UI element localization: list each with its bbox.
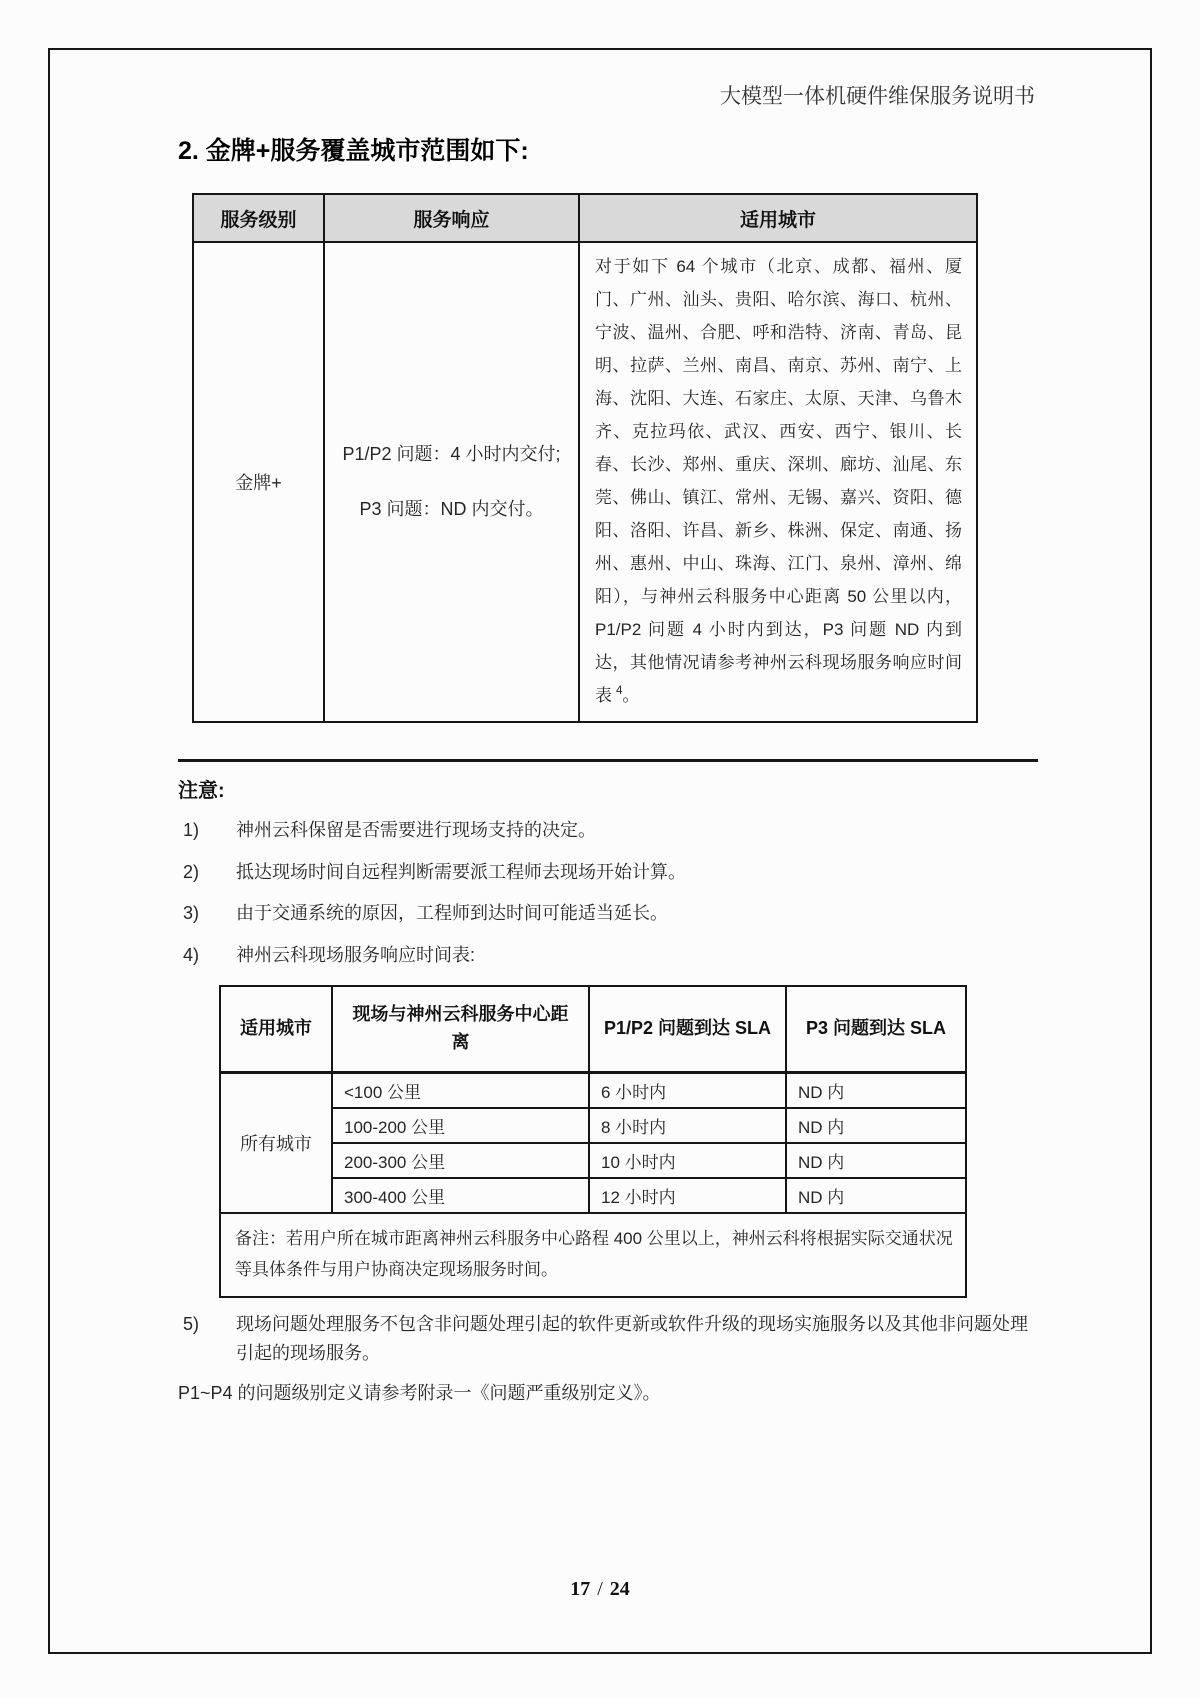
document-header xyxy=(0,80,1035,110)
table-row xyxy=(220,1072,966,1108)
note-item-4 xyxy=(178,941,1038,971)
p3-sla-cell: ND 内 xyxy=(786,1178,966,1213)
col-header-service-level: 服务级别 xyxy=(193,194,324,242)
closing-statement: P1~P4 的问题级别定义请参考附录一《问题严重级别定义》。 xyxy=(178,1383,661,1404)
table-row xyxy=(220,1178,966,1213)
note-number: 4) xyxy=(183,945,200,966)
header-title: 大模型一体机硬件维保服务说明书 xyxy=(720,84,1035,108)
page-number-separator: / xyxy=(597,1578,603,1600)
note-text: 神州云科保留是否需要进行现场支持的决定。 xyxy=(236,820,596,840)
note-number: 5) xyxy=(183,1313,200,1334)
note-text: 现场问题处理服务不包含非问题处理引起的软件更新或软件升级的现场实施服务以及其他非问题处理引起的现场服务。 xyxy=(236,1313,1028,1364)
note-number: 3) xyxy=(183,903,200,924)
note-number: 2) xyxy=(183,861,200,882)
note-item-5 xyxy=(178,1310,1038,1369)
distance-cell: 200-300 公里 xyxy=(332,1143,589,1178)
col-header-p1p2-sla: P1/P2 问题到达 SLA xyxy=(589,986,786,1073)
p3-sla-cell: ND 内 xyxy=(786,1108,966,1143)
table-note-cell: 备注：若用户所在城市距离神州云科服务中心路程 400 公里以上，神州云科将根据实际交通状况等具体条件与用户协商决定现场服务时间。 xyxy=(220,1213,966,1297)
service-response-cell xyxy=(324,242,579,722)
col-header-city: 适用城市 xyxy=(220,986,332,1073)
cities-text: 对于如下 64 个城市（北京、成都、福州、厦门、广州、汕头、贵阳、哈尔滨、海口、杭州、宁波、温州、合肥、呼和浩特、济南、青岛、昆明、拉萨、兰州、南昌、南京、苏州、南宁、上海、沈阳、大连、石家庄、太原、天津、乌鲁木齐、克拉玛依、武汉、西安、西宁、银川、长春、长沙、郑州、重庆、深圳、廊坊、汕尾、东莞、佛山、镇江、常州、无锡、嘉兴、资阳、德阳、洛阳、许昌、新乡、株洲、保定、南通、扬州、惠州、中山、珠海、江门、泉州、漳州、绵阳），与神州云科服务中心距离 50 公里以内，P1/P2 问题 4 小时内到达，P3 问题 ND 内到达，其他情况请参考神州云科现场服务响应时间表 xyxy=(595,257,962,705)
footnote-marker: 4 xyxy=(616,685,623,698)
service-level-cell: 金牌+ xyxy=(193,242,324,722)
notes-label: 注意: xyxy=(178,780,225,802)
p1p2-sla-cell: 8 小时内 xyxy=(589,1108,786,1143)
response-time-table xyxy=(219,985,967,1298)
note-text: 抵达现场时间自远程判断需要派工程师去现场开始计算。 xyxy=(236,861,686,882)
page-content xyxy=(178,136,1038,1409)
distance-cell: <100 公里 xyxy=(332,1072,589,1108)
col-header-service-response: 服务响应 xyxy=(324,194,579,242)
col-header-p3-sla: P3 问题到达 SLA xyxy=(786,986,966,1073)
note-item-2 xyxy=(178,858,1038,888)
distance-cell: 100-200 公里 xyxy=(332,1108,589,1143)
distance-cell: 300-400 公里 xyxy=(332,1178,589,1213)
section-heading: 2. 金牌+服务覆盖城市范围如下: xyxy=(178,137,529,165)
p3-sla-cell: ND 内 xyxy=(786,1072,966,1108)
note-text: 神州云科现场服务响应时间表: xyxy=(236,945,475,966)
response-p3-text: P3 问题：ND 内交付。 xyxy=(359,499,544,519)
note-number: 1) xyxy=(183,820,200,840)
cities-text-tail: 。 xyxy=(622,686,640,705)
section-divider xyxy=(178,759,1038,762)
note-text: 由于交通系统的原因，工程师到达时间可能适当延长。 xyxy=(236,903,668,924)
page-number: 17 xyxy=(570,1578,591,1600)
note-item-1 xyxy=(178,816,1038,846)
service-table-header-row xyxy=(193,194,977,242)
p1p2-sla-cell: 12 小时内 xyxy=(589,1178,786,1213)
service-coverage-table xyxy=(192,193,978,723)
table-row xyxy=(220,1143,966,1178)
applicable-cities-cell xyxy=(579,242,977,722)
p3-sla-cell: ND 内 xyxy=(786,1143,966,1178)
note-item-3 xyxy=(178,899,1038,929)
col-header-applicable-cities: 适用城市 xyxy=(579,194,977,242)
table-row xyxy=(220,1108,966,1143)
page-total: 24 xyxy=(609,1578,630,1600)
table-note-row xyxy=(220,1213,966,1297)
page-footer xyxy=(0,1578,1200,1601)
response-table-header-row xyxy=(220,986,966,1073)
p1p2-sla-cell: 6 小时内 xyxy=(589,1072,786,1108)
col-header-distance: 现场与神州云科服务中心距离 xyxy=(332,986,589,1073)
response-p1p2-text: P1/P2 问题：4 小时内交付; xyxy=(342,443,561,464)
service-table-row xyxy=(193,242,977,722)
p1p2-sla-cell: 10 小时内 xyxy=(589,1143,786,1178)
city-group-cell: 所有城市 xyxy=(220,1072,332,1213)
